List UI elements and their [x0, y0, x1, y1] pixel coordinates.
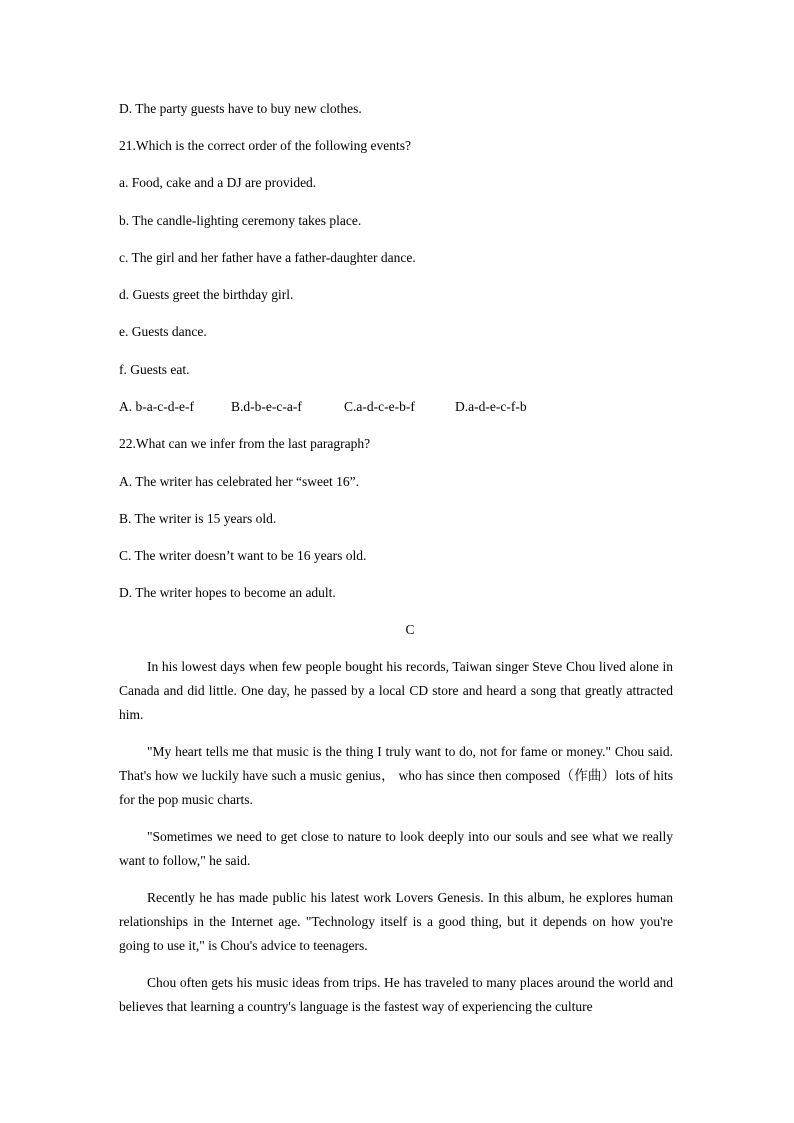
section-heading: C [405, 622, 415, 637]
passage-paragraph-4: Recently he has made public his latest work Lovers Genesis. In this album, he explores human relationships in the Internet age. "Technology itself is a good thing, but it depends on how you're going to use it," is Chou's advice to teenagers. [119, 890, 673, 953]
q21-event-d: d. Guests greet the birthday girl. [119, 287, 294, 302]
q21-option-a: A. b-a-c-d-e-f [119, 399, 194, 414]
passage-paragraph-2: "My heart tells me that music is the thing I truly want to do, not for fame or money." Chou said. That's how we luckily have such a music genius， who has since then composed（作曲）lots of hits for the pop music charts. [119, 744, 673, 807]
q21-option-d: D.a-d-e-c-f-b [455, 399, 527, 414]
q21-event-e: e. Guests dance. [119, 324, 207, 339]
q22-option-d: D. The writer hopes to become an adult. [119, 585, 336, 600]
passage-paragraph-3: "Sometimes we need to get close to nature to look deeply into our souls and see what we really want to follow," he said. [119, 829, 673, 868]
q21-question: 21.Which is the correct order of the following events? [119, 138, 412, 153]
q22-question: 22.What can we infer from the last paragraph? [119, 436, 371, 451]
q22-option-b: B. The writer is 15 years old. [119, 511, 277, 526]
q21-event-b: b. The candle-lighting ceremony takes place. [119, 213, 362, 228]
q21-event-c: c. The girl and her father have a father-daughter dance. [119, 250, 416, 265]
q20-option-d: D. The party guests have to buy new clothes. [119, 101, 362, 116]
q21-event-a: a. Food, cake and a DJ are provided. [119, 175, 317, 190]
q21-option-b: B.d-b-e-c-a-f [231, 399, 302, 414]
q22-option-c: C. The writer doesn’t want to be 16 years old. [119, 548, 367, 563]
passage-paragraph-5: Chou often gets his music ideas from trips. He has traveled to many places around the world and believes that learning a country's language is the fastest way of experiencing the culture [119, 975, 673, 1014]
passage-paragraph-1: In his lowest days when few people bought his records, Taiwan singer Steve Chou lived alone in Canada and did little. One day, he passed by a local CD store and heard a song that greatly attracted him. [119, 659, 673, 722]
q21-event-f: f. Guests eat. [119, 362, 190, 377]
q21-options [119, 398, 527, 416]
q22-option-a: A. The writer has celebrated her “sweet 16”. [119, 474, 360, 489]
q21-option-c: C.a-d-c-e-b-f [344, 399, 415, 414]
